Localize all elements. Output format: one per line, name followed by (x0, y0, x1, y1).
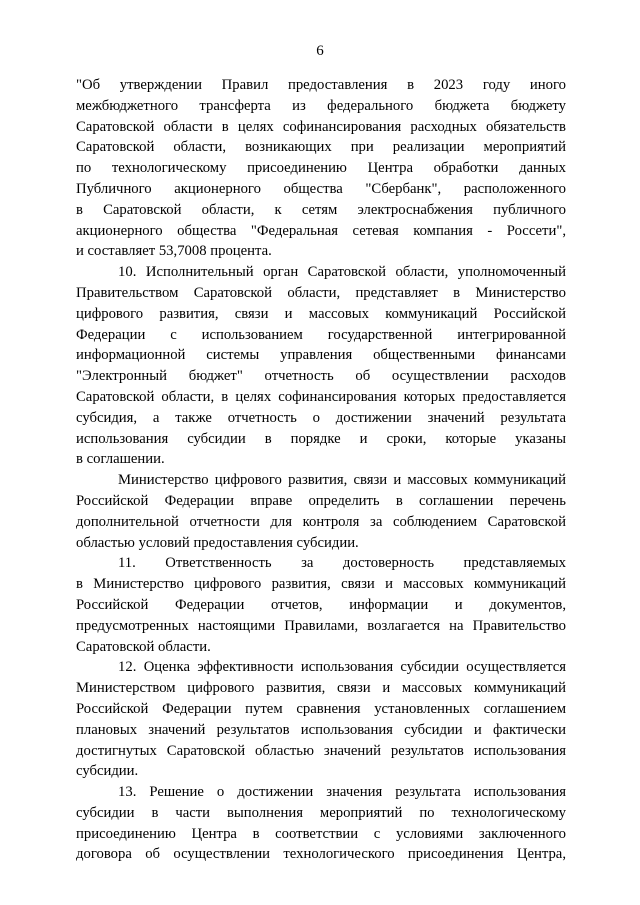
text-line: Российской Федерации путем сравнения установленных соглашением (76, 700, 566, 717)
text-line: Федерации с использованием государственной интегрированной (76, 326, 566, 343)
text-line: и составляет 53,7008 процента. (76, 243, 272, 260)
text-line: Саратовской области, возникающих при реализации мероприятий (76, 139, 566, 156)
text-line: областью условий предоставления субсидии. (76, 534, 359, 551)
text-line: Саратовской области. (76, 638, 211, 655)
text-line: 11. Ответственность за достоверность представляемых (118, 555, 566, 572)
text-line: Правительством Саратовской области, представляет в Министерство (76, 284, 566, 301)
text-line: 13. Решение о достижении значения результата использования (118, 784, 566, 801)
text-line: цифрового развития, связи и массовых коммуникаций Российской (76, 305, 566, 322)
text-line: субсидии. (76, 763, 139, 780)
paragraph-item-10-part-2 (76, 470, 566, 553)
text-line: по технологическому присоединению Центра обработки данных (76, 160, 566, 177)
paragraph-item-11 (76, 553, 566, 657)
text-line: "Электронный бюджет" отчетность об осуществлении расходов (76, 368, 566, 385)
text-line: договора об осуществлении технологического присоединения Центра, (76, 846, 566, 863)
page-number: 6 (316, 43, 324, 59)
text-line: субсидии в части выполнения мероприятий по технологическому (76, 804, 566, 821)
text-line: в Министерство цифрового развития, связи и массовых коммуникаций (76, 576, 566, 593)
text-line: дополнительной отчетности для контроля за соблюдением Саратовской (76, 513, 566, 530)
document-body (76, 75, 566, 865)
text-line: акционерного общества "Федеральная сетевая компания - Россети", (76, 222, 566, 239)
text-line: 12. Оценка эффективности использования субсидии осуществляется (118, 659, 566, 676)
text-line: 10. Исполнительный орган Саратовской области, уполномоченный (118, 264, 566, 281)
text-line: достигнутых Саратовской областью значений результатов использования (76, 742, 566, 759)
text-line: присоединению Центра в соответствии с условиями заключенного (76, 825, 566, 842)
text-line: использования субсидии в порядке и сроки, которые указаны (76, 430, 566, 447)
text-line: Министерством цифрового развития, связи и массовых коммуникаций (76, 680, 566, 697)
text-line: в Саратовской области, к сетям электроснабжения публичного (76, 201, 566, 218)
paragraph-continuation (76, 75, 566, 262)
text-line: межбюджетного трансферта из федерального бюджета бюджету (76, 97, 566, 114)
text-line: Саратовской области в целях софинансирования расходных обязательств (76, 118, 566, 135)
text-line: Саратовской области, в целях софинансирования которых предоставляется (76, 388, 566, 405)
text-line: в соглашении. (76, 451, 165, 468)
text-line: "Об утверждении Правил предоставления в 2023 году иного (76, 77, 566, 93)
text-line: Российской Федерации отчетов, информации и документов, (76, 596, 566, 613)
text-line: предусмотренных настоящими Правилами, возлагается на Правительство (76, 617, 566, 634)
text-line: Российской Федерации вправе определить в соглашении перечень (76, 492, 566, 509)
text-line: плановых значений результатов использования субсидии и фактически (76, 721, 566, 738)
text-line: информационной системы управления общественными финансами (76, 347, 566, 364)
text-line: Министерство цифрового развития, связи и массовых коммуникаций (118, 472, 566, 489)
text-line: субсидия, а также отчетность о достижении значений результата (76, 409, 566, 426)
paragraph-item-12 (76, 657, 566, 782)
paragraph-item-13 (76, 782, 566, 865)
paragraph-item-10 (76, 262, 566, 470)
text-line: Публичного акционерного общества "Сбербанк", расположенного (76, 180, 566, 197)
